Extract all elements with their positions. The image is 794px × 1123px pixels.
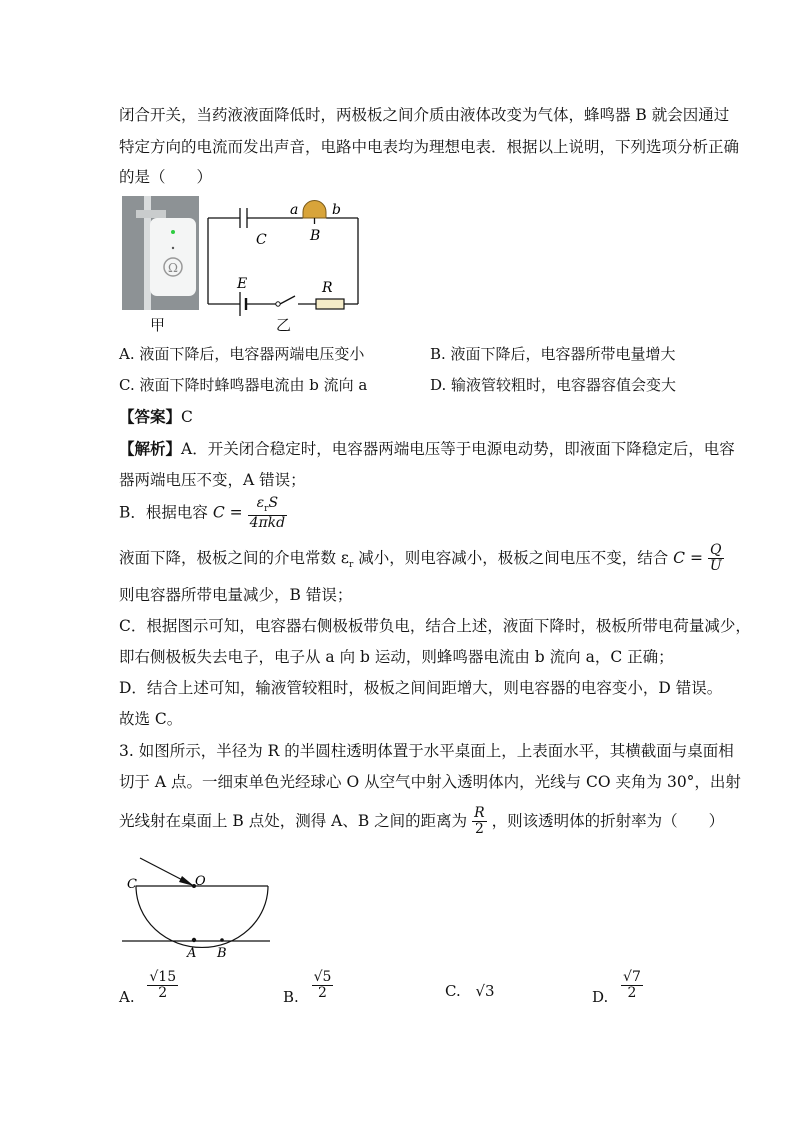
q3-option-d-den: 2 (627, 985, 637, 1002)
q3-r-half-fraction (472, 806, 487, 838)
q3-line-1: 3. 如图所示，半径为 R 的半圆柱透明体置于水平桌面上，上表面水平，其横截面与桌面相 (119, 742, 734, 760)
q2-option-c: C. 液面下降时蜂鸣器电流由 b 流向 a (119, 376, 368, 394)
formula-qu-num: Q (708, 543, 724, 559)
q2-analysis-b1 (119, 496, 287, 531)
label-E: E (237, 276, 248, 292)
label-q3-C: C (127, 877, 137, 892)
q3-option-c-value: √3 (475, 982, 495, 1000)
device-photo (122, 196, 199, 310)
q3-option-d-num: √7 (623, 969, 641, 985)
q3-option-a-fraction (147, 970, 178, 1002)
q3-option-a-den: 2 (158, 985, 168, 1002)
label-q3-A: A (187, 946, 197, 961)
q3-line-2: 切于 A 点。一细束单色光经球心 O 从空气中射入透明体内，光线与 CO 夹角为 30°，出射 (119, 773, 741, 791)
q3-option-a-label: A. (119, 987, 135, 1006)
formula-num-s: S (268, 495, 279, 511)
q3-line-3-suffix: ，则该透明体的折射率为（ ） (491, 811, 725, 830)
q3-option-b-label: B. (283, 987, 299, 1006)
q3-line-3-prefix: 光线射在桌面上 B 点处，测得 A、B 之间的距离为 (119, 811, 468, 830)
label-B: B (310, 228, 321, 244)
label-q3-O: O (195, 874, 206, 889)
analysis-tag: 【解析】 (119, 439, 182, 458)
formula-qu-den: U (709, 558, 722, 575)
q2-analysis-d1: D．结合上述可知，输液管较粗时，极板之间间距增大，则电容器的电容变小，D 错误。 (119, 679, 723, 697)
formula-den: 4πkd (249, 514, 286, 531)
q3-frac-den: 2 (474, 821, 484, 838)
q3-option-a-num: √15 (149, 969, 177, 985)
q2-stem-line-3: 的是（ ） (119, 168, 213, 186)
q3-line-3 (119, 806, 724, 838)
q2-option-d: D. 输液管较粗时，电容器容值会变大 (430, 376, 677, 394)
q3-option-c (445, 982, 495, 1000)
label-a: a (290, 202, 299, 218)
formula-num-epsilon: ε (256, 495, 265, 511)
label-R: R (322, 280, 333, 296)
label-b: b (332, 202, 341, 218)
q3-option-b (283, 969, 333, 1006)
q2-stem-line-1: 闭合开关，当药液液面降低时，两极板之间介质由液体改变为气体，蜂鸣器 B 就会因通过 (119, 106, 730, 124)
analysis-b1-prefix: B．根据电容 (119, 503, 208, 522)
formula-c-lhs: C = (212, 503, 243, 522)
q2-analysis-a2: 器两端电压不变，A 错误； (119, 471, 306, 489)
q3-option-b-num: √5 (313, 969, 332, 985)
q2-stem-line-2: 特定方向的电流而发出声音，电路中电表均为理想电表．根据以上说明，下列选项分析正确 (119, 138, 740, 156)
answer-tag: 【答案】 (119, 407, 182, 426)
q2-option-b: B. 液面下降后，电容器所带电量增大 (430, 345, 676, 363)
svg-text:Ω: Ω (168, 261, 178, 275)
analysis-b2-sub: r (348, 559, 354, 570)
formula-qu-lhs: C = (673, 548, 703, 567)
device-photo-drawing (122, 196, 199, 310)
formula-c-fraction (248, 496, 288, 531)
q2-analysis-b3: 则电容器所带电量减少，B 错误； (119, 586, 353, 604)
q2-analysis-c1: C．根据图示可知，电容器右侧极板带负电，结合上述，液面下降时，极板所带电荷量减少， (119, 617, 751, 635)
analysis-b2-text: 液面下降，极板之间的介电常数 ε (119, 548, 349, 567)
q2-answer-line (119, 405, 193, 427)
q2-option-a: A. 液面下降后，电容器两端电压变小 (119, 345, 365, 363)
label-C: C (256, 232, 267, 248)
analysis-a1-text: A．开关闭合稳定时，电容器两端电压等于电源电动势，即液面下降稳定后，电容 (181, 440, 735, 458)
q3-option-d-fraction (621, 970, 643, 1002)
q3-option-a (119, 969, 178, 1006)
circuit-diagram (200, 194, 370, 334)
formula-qu-fraction (708, 543, 724, 575)
q3-option-b-fraction (312, 970, 334, 1002)
formula-num-sub: r (264, 503, 269, 514)
label-q3-B: B (217, 946, 227, 961)
answer-value: C (181, 408, 193, 426)
figure-yi-label: 乙 (276, 316, 292, 334)
q2-analysis-b2 (119, 543, 724, 575)
q2-analysis-a1 (119, 437, 735, 459)
q3-option-d (592, 969, 643, 1006)
q3-option-c-label: C. (445, 982, 461, 1000)
q3-option-b-den: 2 (318, 985, 327, 1002)
q2-analysis-c2: 即右侧极板失去电子，电子从 a 向 b 运动，则蜂鸣器电流由 b 流向 a，C 正确； (119, 648, 674, 666)
figure-jia-label: 甲 (150, 316, 166, 334)
q2-analysis-conclusion: 故选 C。 (119, 710, 183, 728)
q3-option-d-label: D. (592, 987, 609, 1006)
q3-frac-num: R (474, 805, 485, 821)
analysis-b2-tail: 减小，则电容减小，极板之间电压不变，结合 (353, 548, 669, 567)
semicircle-diagram (118, 852, 278, 964)
